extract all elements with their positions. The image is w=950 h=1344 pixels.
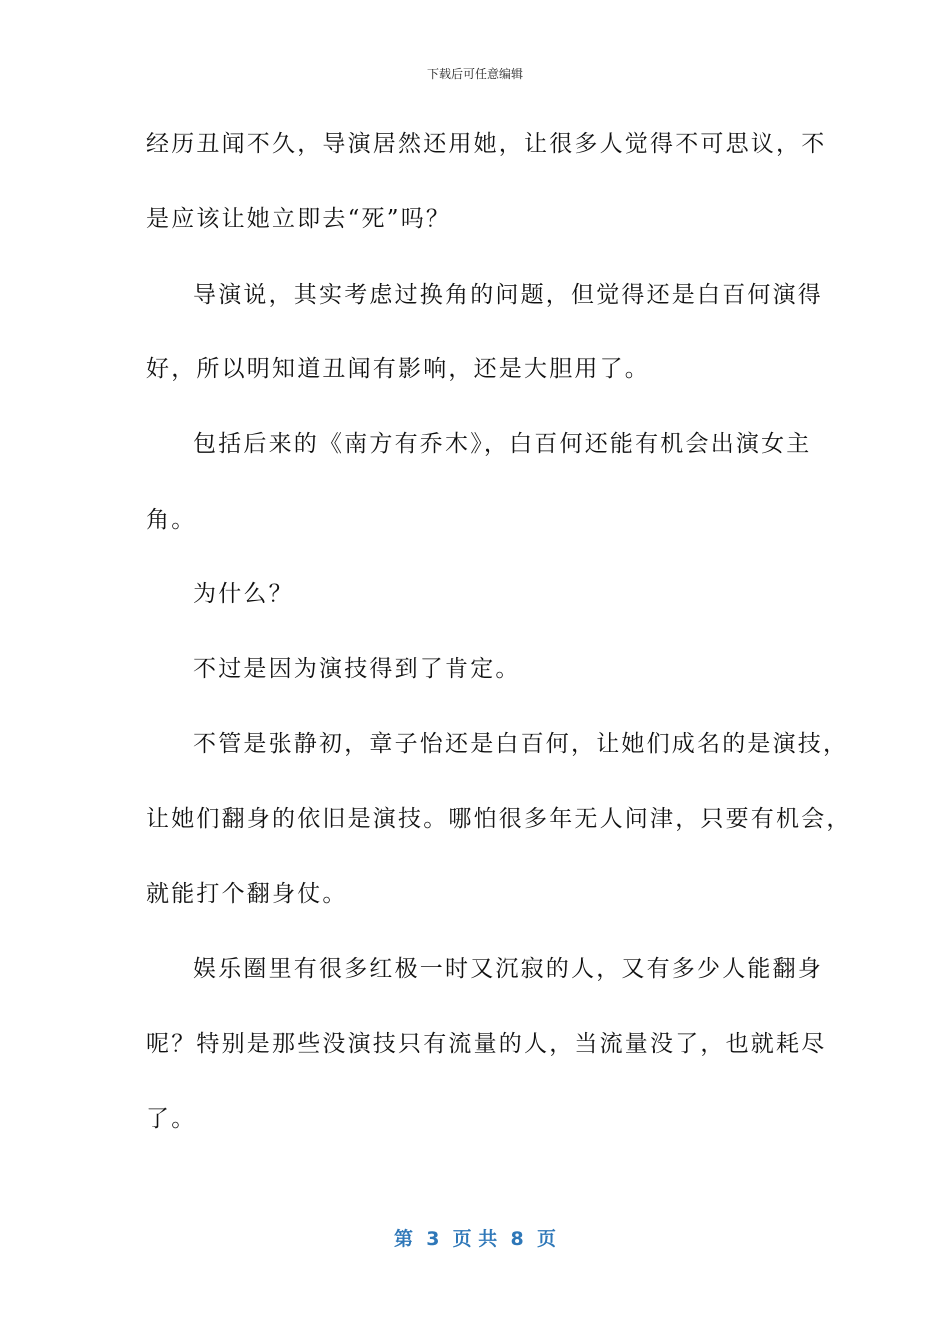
page-number-footer: 第 3 页 共 8 页 — [394, 1228, 556, 1250]
text-line: 经历丑闻不久，导演居然还用她，让很多人觉得不可思议，不 — [146, 131, 827, 157]
text-line: 角。 — [146, 507, 197, 533]
text-line: 导演说，其实考虑过换角的问题，但觉得还是白百何演得 — [193, 282, 823, 308]
text-line: 不过是因为演技得到了肯定。 — [193, 656, 521, 682]
text-line: 了。 — [146, 1106, 197, 1132]
text-line: 是应该让她立即去“死”吗？ — [146, 206, 452, 232]
text-line: 呢？特别是那些没演技只有流量的人，当流量没了，也就耗尽 — [146, 1031, 827, 1057]
text-line: 娱乐圈里有很多红极一时又沉寂的人，又有多少人能翻身 — [193, 956, 823, 982]
text-line: 不管是张静初，章子怡还是白百何，让她们成名的是演技， — [193, 731, 849, 757]
text-line: 为什么？ — [193, 581, 294, 607]
text-line: 让她们翻身的依旧是演技。哪怕很多年无人问津，只要有机会， — [146, 806, 852, 832]
text-line: 就能打个翻身仗。 — [146, 881, 348, 907]
text-line: 好，所以明知道丑闻有影响，还是大胆用了。 — [146, 356, 650, 382]
page-header: 下载后可任意编辑 — [426, 67, 523, 81]
text-line: 包括后来的《南方有乔木》，白百何还能有机会出演女主 — [193, 431, 812, 457]
